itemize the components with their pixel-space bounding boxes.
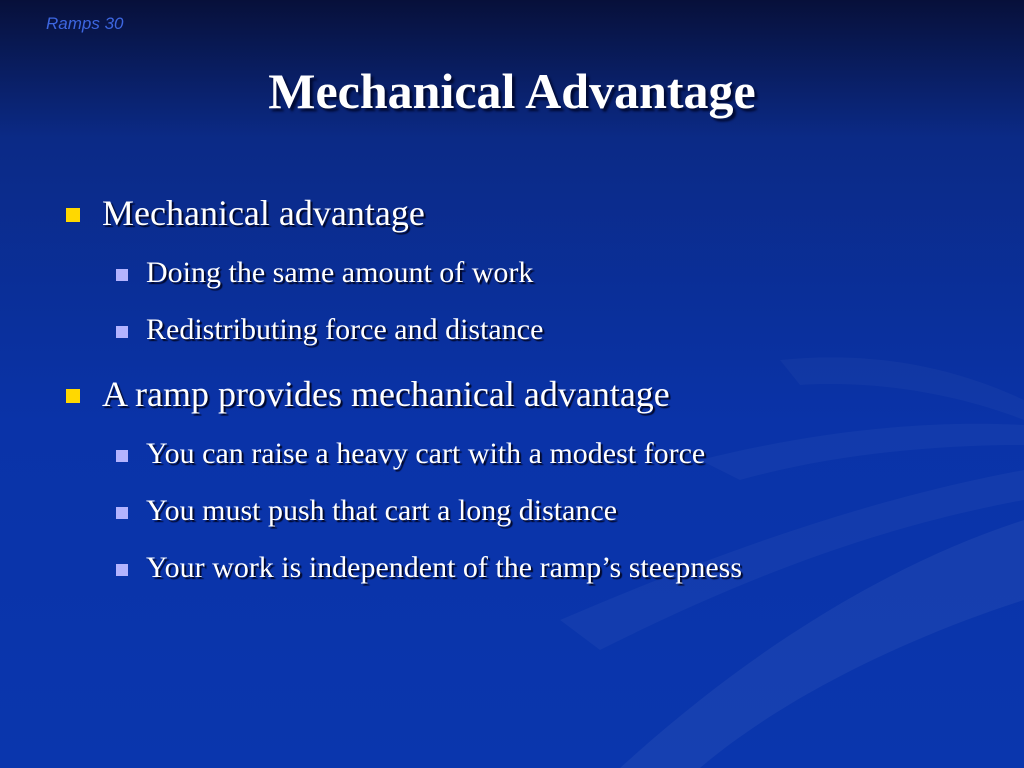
sub-bullet-item (146, 313, 543, 347)
bullet-text: Mechanical advantage (102, 193, 425, 233)
bullet-item (102, 193, 425, 233)
sub-bullet-item (146, 256, 533, 290)
lavender-square-bullet-icon (116, 269, 128, 281)
lavender-square-bullet-icon (116, 564, 128, 576)
yellow-square-bullet-icon (66, 208, 80, 222)
sub-bullet-text: You can raise a heavy cart with a modest force (146, 437, 706, 470)
sub-bullet-text: Redistributing force and distance (146, 313, 544, 346)
bullet-item (102, 374, 670, 414)
sub-bullet-item (146, 551, 742, 585)
lavender-square-bullet-icon (116, 326, 128, 338)
slide-title: Mechanical Advantage (268, 63, 756, 119)
lavender-square-bullet-icon (116, 450, 128, 462)
sub-bullet-item (146, 437, 705, 471)
bullet-text: A ramp provides mechanical advantage (102, 374, 670, 414)
yellow-square-bullet-icon (66, 389, 80, 403)
sub-bullet-text: Your work is independent of the ramp’s steepness (146, 551, 743, 584)
slide-header-note: Ramps 30 (46, 14, 124, 33)
sub-bullet-item (146, 494, 617, 528)
sub-bullet-text: Doing the same amount of work (146, 256, 534, 289)
sub-bullet-text: You must push that cart a long distance (146, 494, 618, 527)
lavender-square-bullet-icon (116, 507, 128, 519)
